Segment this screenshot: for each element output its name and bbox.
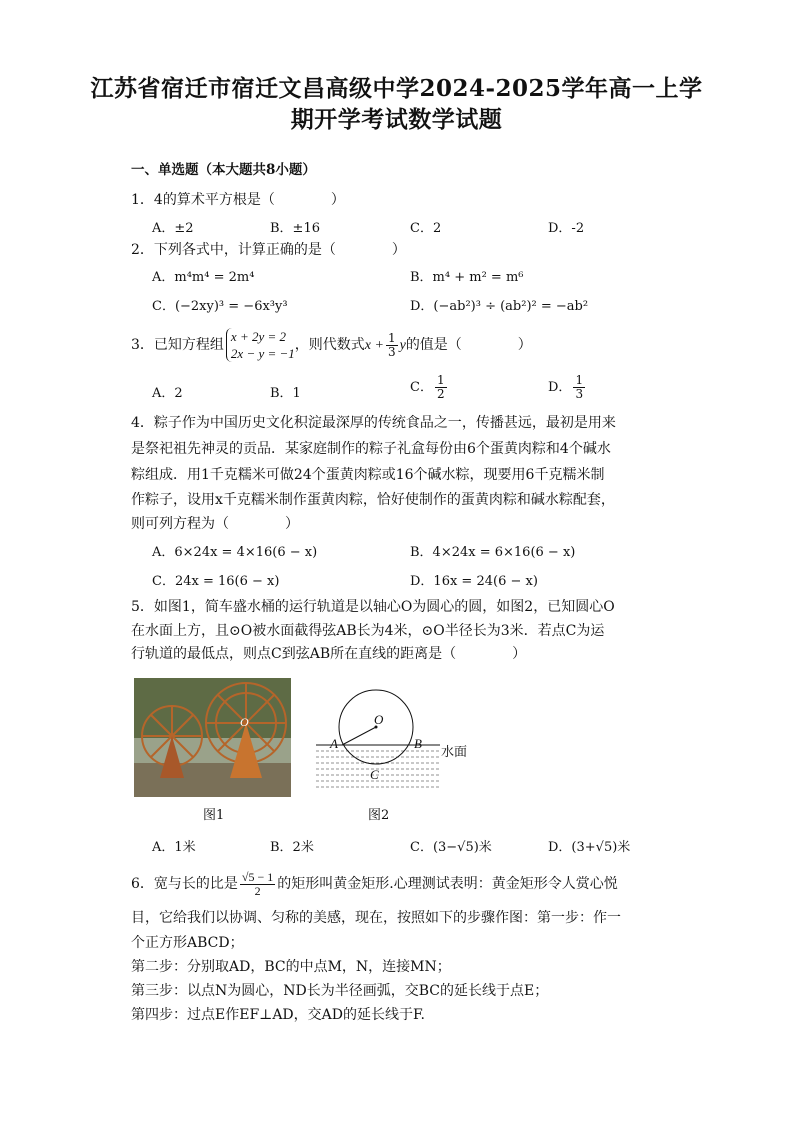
q5-option-c: C．(3−√5)米 — [410, 840, 492, 855]
q3-expr-x: x + — [364, 338, 384, 353]
q3-option-b: B．1 — [270, 386, 301, 401]
q3-eq1: x + 2y = 2 — [230, 329, 287, 344]
figure1-caption: 图1 — [203, 808, 225, 823]
exam-title-line1: 江苏省宿迁市宿迁文昌高级中学2024-2025学年高一上学 — [90, 75, 703, 102]
q3-option-d — [548, 374, 587, 401]
q3-option-c — [410, 374, 449, 401]
section-heading: 一、单选题（本大题共8小题） — [131, 162, 316, 178]
q5-option-d: D．(3+√5)米 — [548, 840, 631, 855]
q6-line1 — [131, 866, 618, 902]
point-c-label: C — [370, 767, 379, 782]
q3-prefix: 3．已知方程组 — [131, 337, 224, 353]
q6-line2: 目，它给我们以协调、匀称的美感，现在，按照如下的步骤作图：第一步：作一 — [131, 910, 621, 926]
q4-option-b: B．4×24x = 6×16(6 − x) — [410, 545, 576, 560]
q3-suffix: 的值是（ ） — [405, 337, 532, 353]
q1-option-d: D．-2 — [548, 221, 585, 236]
q6-line4: 第二步：分别取AD，BC的中点M，N，连接MN； — [131, 959, 451, 975]
q3-equation-system — [226, 328, 295, 362]
q3-expr-y: y — [399, 338, 406, 353]
q3-option-c-frac — [435, 374, 447, 401]
q4-option-d: D．16x = 24(6 − x) — [410, 574, 538, 589]
q3-frac-num: 1 — [387, 330, 396, 345]
q2-option-b: B．m⁴ + m² = m⁶ — [410, 270, 524, 285]
q4-option-a: A．6×24x = 4×16(6 − x) — [152, 545, 318, 560]
q3-option-d-den: 3 — [575, 387, 584, 401]
q3-fraction — [386, 332, 398, 359]
q3-eq2: 2x − y = −1 — [230, 346, 295, 361]
q5-line2: 在水面上方，且⊙O被水面截得弦AB长为4米，⊙O半径长为3米．若点C为运 — [131, 623, 605, 639]
q5-line3: 行轨道的最低点，则点C到弦AB所在直线的距离是（ ） — [131, 646, 527, 662]
q6-line1-rest: 的矩形叫黄金矩形.心理测试表明：黄金矩形令人赏心悦 — [277, 876, 618, 892]
svg-text:O: O — [240, 715, 249, 729]
q1-option-c: C．2 — [410, 221, 442, 236]
point-o-label: O — [374, 712, 384, 727]
q2-option-c: C．(−2xy)³ = −6x³y³ — [152, 299, 288, 314]
q5-option-a: A．1米 — [152, 840, 196, 855]
q4-option-c: C．24x = 16(6 − x) — [152, 574, 280, 589]
exam-title-line2: 期开学考试数学试题 — [290, 106, 503, 133]
figure2-caption: 图2 — [368, 808, 390, 823]
q3-option-d-frac — [573, 374, 585, 401]
q4-line3: 粽组成．用1千克糯米可做24个蛋黄肉粽或16个碱水粽，现要用6千克糯米制 — [131, 467, 605, 483]
q4-line4: 作粽子，设用x千克糯米制作蛋黄肉粽，恰好使制作的蛋黄肉粽和碱水粽配套， — [131, 492, 615, 508]
q1-option-b: B．±16 — [270, 221, 320, 236]
q6-line6: 第四步：过点E作EF⊥AD，交AD的延长线于F. — [131, 1007, 425, 1023]
q6-prefix: 6．宽与长的比是 — [131, 876, 238, 892]
q3-option-c-den: 2 — [436, 387, 445, 401]
q2-option-a: A．m⁴m⁴ = 2m⁴ — [152, 270, 255, 285]
water-wheel-photo — [134, 678, 291, 797]
q6-line5: 第三步：以点N为圆心，ND长为半径画弧，交BC的延长线于点E； — [131, 983, 549, 999]
q3-option-d-num: 1 — [575, 373, 584, 387]
q5-option-b: B．2米 — [270, 840, 314, 855]
q3-option-c-label: C． — [410, 380, 433, 395]
q1-option-a: A．±2 — [152, 221, 194, 236]
q3-option-d-label: D． — [548, 380, 572, 395]
q6-frac-num: √5 − 1 — [241, 869, 274, 884]
q4-line1: 4．粽子作为中国历史文化积淀最深厚的传统食品之一，传播甚远，最初是用来 — [131, 415, 616, 431]
q3-option-c-num: 1 — [436, 373, 445, 387]
point-a-label: A — [330, 736, 338, 751]
q5-line1: 5．如图1，简车盛水桶的运行轨道是以轴心O为圆心的圆，如图2，已知圆心O — [131, 599, 615, 615]
q1-stem: 1．4的算术平方根是（ ） — [131, 192, 345, 208]
q6-frac-den: 2 — [254, 883, 261, 898]
q2-stem: 2．下列各式中，计算正确的是（ ） — [131, 242, 406, 258]
q4-line5: 则可列方程为（ ） — [131, 516, 299, 532]
q2-option-d: D．(−ab²)³ ÷ (ab²)² = −ab² — [410, 299, 589, 314]
q6-line3: 个正方形ABCD； — [131, 935, 244, 951]
q4-line2: 是祭祀祖先神灵的贡品．某家庭制作的粽子礼盒每份由6个蛋黄肉粽和4个碱水 — [131, 441, 611, 457]
point-b-label: B — [414, 736, 422, 751]
q3-frac-den: 3 — [387, 344, 396, 359]
q3-mid: ，则代数式 — [294, 337, 365, 353]
q6-golden-fraction — [240, 871, 275, 898]
q3-stem — [131, 328, 532, 363]
water-surface-label: 水面 — [441, 745, 468, 760]
q3-option-a: A．2 — [152, 386, 183, 401]
